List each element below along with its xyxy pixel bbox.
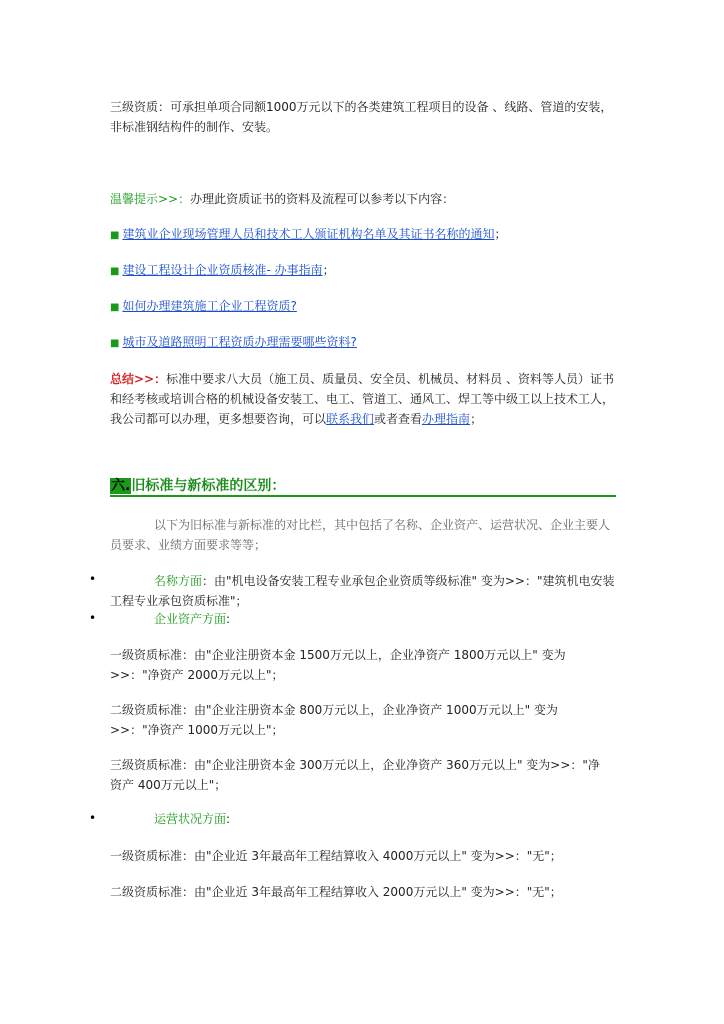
operations-aspect-heading: 运营状况方面: xyxy=(154,812,231,826)
name-aspect-label: 名称方面 xyxy=(154,574,203,588)
tip-label: 温馨提示>>： xyxy=(110,192,191,206)
summary-paragraph: 总结>>：标准中要求八大员（施工员、质量员、安全员、机械员、材料员 、资料等人员）证书和经考核或培训合格的机械设备安装工、电工、管道工、通风工、焊工等中级工以上技术工人，我公司都可以办理，更多想要咨询，可以联系我们或者查看办理指南； xyxy=(110,372,615,426)
bullet-dot-icon: • xyxy=(89,611,97,625)
square-bullet-icon: ■ xyxy=(110,338,120,349)
name-aspect-paragraph: 名称方面：由"机电设备安装工程专业承包企业资质等级标准" 变为>>："建筑机电安装工程专业承包资质标准"； xyxy=(110,574,615,608)
level3-paragraph: 三级资质：可承担单项合同额1000万元以下的各类建筑工程项目的设备 、线路、管道的安装，非标准钢结构件的制作、安装。 xyxy=(110,100,613,134)
operations-level2: 二级资质标准：由"企业近 3年最高年工程结算收入 2000万元以上" 变为>>："无"； xyxy=(110,885,562,899)
link-item-1: ■ 建筑业企业现场管理人员和技术工人颁证机构名单及其证书名称的通知； xyxy=(110,227,507,241)
assets-level2: 二级资质标准：由"企业注册资本金 800万元以上，企业净资产 1000万元以上" 变为>>："净资产 1000万元以上"； xyxy=(110,703,558,737)
link-design-guide[interactable]: 建设工程设计企业资质核准- 办事指南 xyxy=(122,263,323,277)
operations-aspect-label: 运营状况方面 xyxy=(154,812,227,826)
summary-text: 标准中要求八大员（施工员、质量员、安全员、机械员、材料员 、资料等人员）证书和经考核或培训合格的机械设备安装工、电工、管道工、通风工、焊工等中级工以上技术工人，我公司都可以办理，更多想要咨询，可以 xyxy=(110,372,615,426)
square-bullet-icon: ■ xyxy=(110,266,120,277)
assets-level3: 三级资质标准：由"企业注册资本金 300万元以上，企业净资产 360万元以上" 变为>>："净资产 400万元以上"； xyxy=(110,758,600,792)
assets-aspect-label: 企业资产方面 xyxy=(154,612,227,626)
link-how-to-apply[interactable]: 如何办理建筑施工企业工程资质? xyxy=(122,299,297,313)
square-bullet-icon: ■ xyxy=(110,230,120,241)
section-number: 六. xyxy=(111,478,131,494)
assets-aspect-heading: 企业资产方面: xyxy=(154,612,231,626)
link-cert-authorities[interactable]: 建筑业企业现场管理人员和技术工人颁证机构名单及其证书名称的通知 xyxy=(122,227,495,241)
square-bullet-icon: ■ xyxy=(110,302,120,313)
summary-label: 总结>>： xyxy=(110,372,167,386)
section-title: 旧标准与新标准的区别： xyxy=(131,478,286,494)
bullet-dot-icon: • xyxy=(89,572,97,586)
bullet-dot-icon: • xyxy=(89,811,97,825)
link-item-4 xyxy=(110,332,616,354)
tip-line xyxy=(110,189,616,209)
section-6-heading xyxy=(110,477,616,497)
operations-level1: 一级资质标准：由"企业近 3年最高年工程结算收入 4000万元以上" 变为>>："无"； xyxy=(110,849,562,863)
assets-level1: 一级资质标准：由"企业注册资本金 1500万元以上，企业净资产 1800万元以上" 变为>>："净资产 2000万元以上"； xyxy=(110,648,566,682)
link-lighting-docs[interactable]: 城市及道路照明工程资质办理需要哪些资料? xyxy=(122,335,357,349)
contact-us-link[interactable]: 联系我们 xyxy=(326,412,375,426)
tip-text: 办理此资质证书的资料及流程可以参考以下内容： xyxy=(190,192,455,206)
link-item-2: ■ 建设工程设计企业资质核准- 办事指南； xyxy=(110,263,335,277)
intro-paragraph: 以下为旧标准与新标准的对比栏，其中包括了名称、企业资产、运营状况、企业主要人员要求、业绩方面要求等等； xyxy=(110,518,611,552)
guide-link[interactable]: 办理指南 xyxy=(422,412,471,426)
link-item-3 xyxy=(110,296,616,318)
